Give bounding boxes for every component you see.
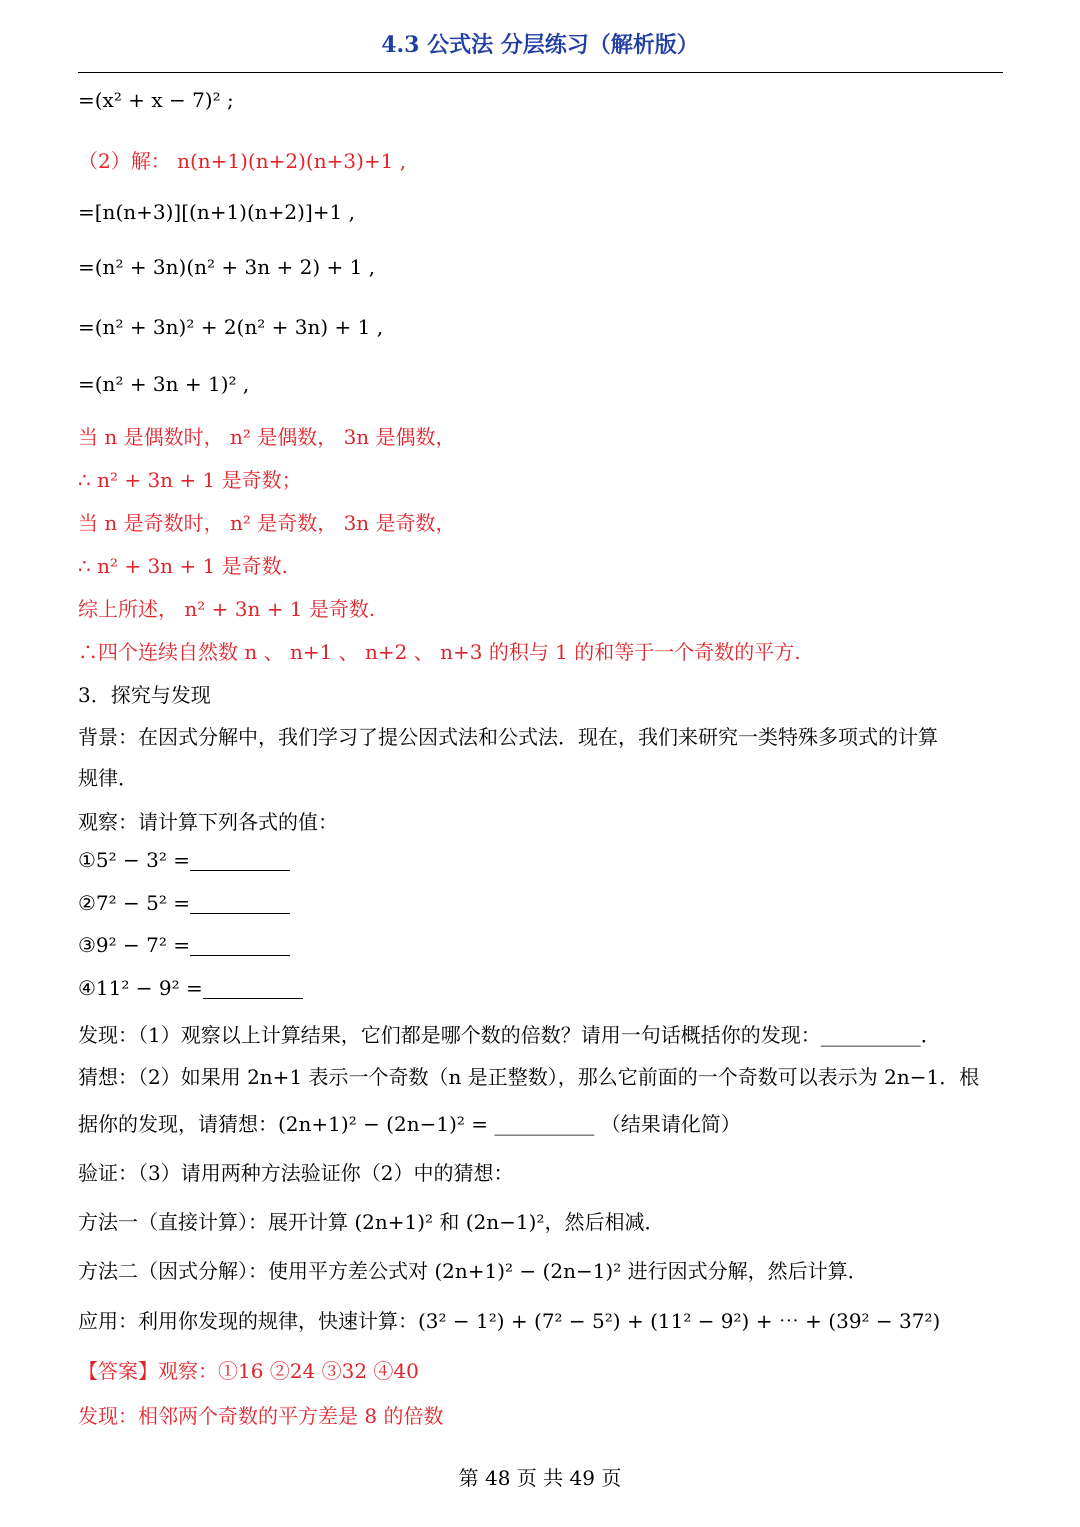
text-line xyxy=(78,976,303,1000)
text-line xyxy=(78,721,938,750)
text-line xyxy=(78,421,456,450)
text-line xyxy=(78,1108,741,1137)
text-line xyxy=(78,1255,868,1284)
text-line-content: ∴ n² + 3n + 1 是奇数； xyxy=(78,468,302,492)
text-line xyxy=(78,372,249,396)
text-line xyxy=(78,593,375,622)
text-line-content: 发现：相邻两个奇数的平方差是 8 的倍数 xyxy=(78,1404,444,1428)
answer-blank xyxy=(190,895,290,914)
text-line-content: 【答案】观察：①16 ②24 ③32 ④40 xyxy=(78,1359,419,1383)
text-line xyxy=(78,315,383,339)
text-line xyxy=(78,88,234,112)
text-line xyxy=(78,1157,513,1186)
text-line xyxy=(78,145,406,174)
text-line xyxy=(78,1305,940,1334)
text-line xyxy=(78,679,211,708)
text-line-content: 方法二（因式分解）：使用平方差公式对 (2n+1)² − (2n−1)² 进行因式分解，然后计算． xyxy=(78,1259,868,1283)
text-line-content: =(n² + 3n + 1)² , xyxy=(78,372,250,396)
text-line-content: =[n(n+3)][(n+1)(n+2)]+1 , xyxy=(78,200,355,224)
text-line-content: （2）解： n(n+1)(n+2)(n+3)+1 , xyxy=(78,149,407,173)
text-line xyxy=(78,891,290,915)
text-line-content: ∴ n² + 3n + 1 是奇数. xyxy=(78,554,288,578)
text-line-content: 观察：请计算下列各式的值： xyxy=(78,810,338,834)
answer-blank xyxy=(203,980,303,999)
text-line-content: ④11² − 9² = xyxy=(78,976,203,1000)
text-line-content: ①5² − 3² = xyxy=(78,848,191,872)
text-line xyxy=(78,464,302,493)
text-line-content: 猜想：（2）如果用 2n+1 表示一个奇数（n 是正整数），那么它前面的一个奇数可以表示为 2n−1．根 xyxy=(78,1065,980,1089)
text-line-content: 当 n 是奇数时， n² 是奇数， 3n 是奇数， xyxy=(78,511,456,535)
text-line-content: ②7² − 5² = xyxy=(78,891,191,915)
text-line xyxy=(78,636,801,665)
text-line-content: =(n² + 3n)(n² + 3n + 2) + 1 , xyxy=(78,255,376,279)
text-line xyxy=(78,1061,979,1090)
text-line-content: 综上所述， n² + 3n + 1 是奇数. xyxy=(78,597,376,621)
text-line xyxy=(78,507,456,536)
text-line-content: 背景：在因式分解中，我们学习了提公因式法和公式法．现在，我们来研究一类特殊多项式的计算 xyxy=(78,725,938,749)
text-line-content: ③9² − 7² = xyxy=(78,933,191,957)
header-divider xyxy=(78,72,1003,73)
text-line xyxy=(78,762,138,791)
text-line xyxy=(78,200,355,224)
text-line xyxy=(78,848,290,872)
text-line xyxy=(78,933,290,957)
text-line xyxy=(78,550,288,579)
text-line xyxy=(78,1206,665,1235)
text-line xyxy=(78,1019,941,1048)
text-line-content: =(x² + x − 7)² ; xyxy=(78,88,234,112)
text-line-content: 据你的发现，请猜想：(2n+1)² − (2n−1)² = __________ （结果请化简） xyxy=(78,1112,741,1136)
text-line-content: 发现：（1）观察以上计算结果，它们都是哪个数的倍数？请用一句话概括你的发现：__________． xyxy=(78,1023,941,1047)
text-line-content: 验证：（3）请用两种方法验证你（2）中的猜想： xyxy=(78,1161,514,1185)
text-line-content: ∴四个连续自然数 n 、 n+1 、 n+2 、 n+3 的积与 1 的和等于一个奇数的平方. xyxy=(78,640,801,664)
page-footer: 第 48 页 共 49 页 xyxy=(458,1466,622,1490)
page-header-title: 4.3 公式法 分层练习（解析版） xyxy=(381,32,699,58)
text-line xyxy=(78,1400,443,1429)
text-line-content: 应用：利用你发现的规律，快速计算：(3² − 1²) + (7² − 5²) + (11² − 9²) + ⋯ + (39² − 37²) xyxy=(78,1309,941,1333)
text-line xyxy=(78,1355,419,1384)
text-line xyxy=(78,806,338,835)
text-line-content: 当 n 是偶数时， n² 是偶数， 3n 是偶数， xyxy=(78,425,456,449)
text-line-content: 3．探究与发现 xyxy=(78,683,211,707)
answer-blank xyxy=(190,937,290,956)
text-line-content: 方法一（直接计算）：展开计算 (2n+1)² 和 (2n−1)²，然后相减． xyxy=(78,1210,665,1234)
answer-blank xyxy=(190,852,290,871)
text-line xyxy=(78,255,375,279)
text-line-content: =(n² + 3n)² + 2(n² + 3n) + 1 , xyxy=(78,315,384,339)
text-line-content: 规律． xyxy=(78,766,138,790)
